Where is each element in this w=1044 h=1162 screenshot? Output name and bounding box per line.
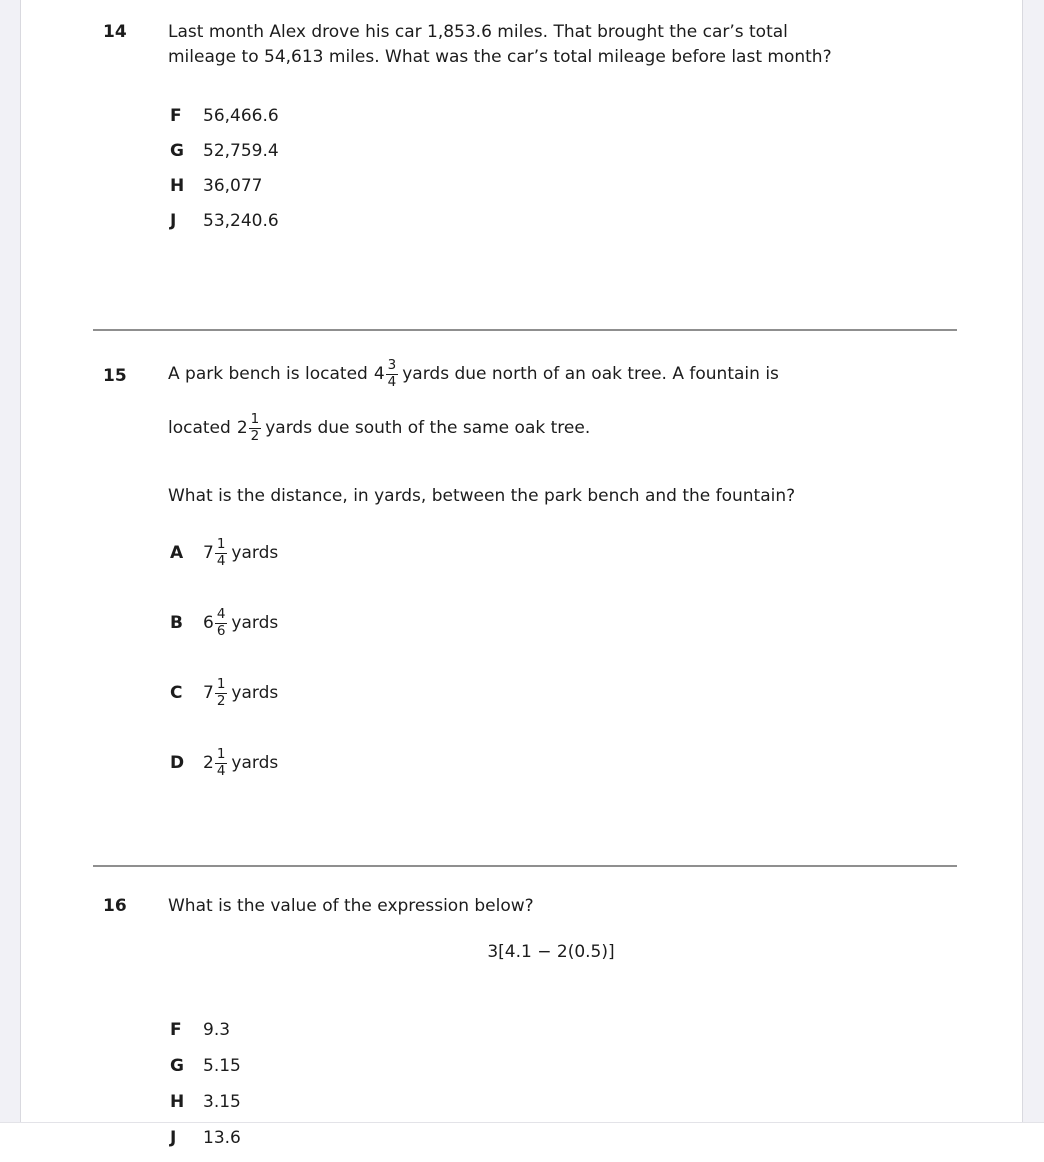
text-segment: located [168,418,231,438]
unit-label: yards [231,613,279,633]
question-15-choices [170,530,934,786]
question-14 [103,20,989,244]
mixed-number [237,412,261,445]
question-14-number: 14 [103,22,127,42]
fraction-numerator: 3 [387,356,397,373]
choice-value: 53,240.6 [203,211,279,231]
fraction-denominator: 6 [216,622,226,639]
page-bottom-edge [0,1122,1044,1123]
mixed-number [374,358,398,391]
choice-label: B [170,613,183,633]
choice-a [170,530,934,576]
choice-label: J [170,1128,177,1148]
text-segment: yards due south of the same oak tree. [265,418,591,438]
fraction-numerator: 1 [250,410,260,427]
whole-number: 2 [203,753,214,773]
unit-label: yards [231,683,279,703]
choice-g [170,139,934,164]
math-expression: 3[4.1 − 2(0.5)] [487,942,615,962]
fraction-denominator: 4 [216,552,226,569]
choice-label: C [170,683,183,703]
question-16-number: 16 [103,896,127,916]
text-segment: A park bench is located [168,364,368,384]
text-segment: yards due north of an oak tree. A fountain is [402,364,779,384]
unit-label: yards [231,543,279,563]
fraction [386,358,399,391]
choice-h [170,174,934,199]
question-15 [103,347,989,810]
unit-label: yards [231,753,279,773]
question-14-text-line-1: Last month Alex drove his car 1,853.6 miles. That brought the car’s total [168,22,788,42]
choice-label: F [170,106,182,126]
fraction-numerator: 1 [216,535,226,552]
question-16-prompt: What is the value of the expression below? [168,896,534,916]
question-16-choices [170,1018,934,1151]
fraction [215,607,228,640]
choice-label: H [170,176,185,196]
choice-b [170,600,934,646]
choice-value: 3.15 [203,1092,241,1112]
question-15-text-line-1 [168,347,934,401]
question-15-prompt: What is the distance, in yards, between the park bench and the fountain? [168,486,796,506]
fraction-numerator: 4 [216,605,226,622]
whole-number: 6 [203,613,214,633]
whole-number: 7 [203,683,214,703]
section-divider [93,865,957,867]
choice-label: F [170,1020,182,1040]
page-content [103,0,989,1162]
fraction-denominator: 2 [250,427,260,444]
choice-value: 36,077 [203,176,263,196]
choice-j [170,209,934,234]
choice-h [170,1090,934,1115]
fraction-denominator: 4 [387,373,397,390]
choice-label: G [170,141,184,161]
choice-value: 9.3 [203,1020,231,1040]
question-14-text-line-2: mileage to 54,613 miles. What was the car’s total mileage before last month? [168,47,832,67]
choice-label: G [170,1056,184,1076]
choice-label: A [170,543,184,563]
choice-value: 52,759.4 [203,141,279,161]
choice-label: H [170,1092,185,1112]
whole-number: 4 [373,364,385,384]
fraction-numerator: 1 [216,675,226,692]
choice-value: 13.6 [203,1128,241,1148]
fraction-numerator: 1 [216,745,226,762]
choice-label: J [170,211,177,231]
page-right-margin [1022,0,1044,1123]
choice-value: 5.15 [203,1056,241,1076]
choice-g [170,1054,934,1079]
choice-f [170,104,934,129]
choice-label: D [170,753,185,773]
page-left-margin [0,0,21,1123]
question-15-text-line-2 [168,401,934,455]
section-divider [93,329,957,331]
fraction-denominator: 2 [216,692,226,709]
fraction-denominator: 4 [216,762,226,779]
choice-j [170,1126,934,1151]
fraction [249,412,262,445]
choice-c [170,670,934,716]
fraction [215,677,228,710]
choice-d [170,740,934,786]
fraction [215,537,228,570]
question-15-number: 15 [103,366,127,386]
whole-number: 2 [236,418,248,438]
whole-number: 7 [203,543,214,563]
fraction [215,747,228,780]
choice-value: 56,466.6 [203,106,279,126]
choice-f [170,1018,934,1043]
question-14-choices [170,104,934,234]
